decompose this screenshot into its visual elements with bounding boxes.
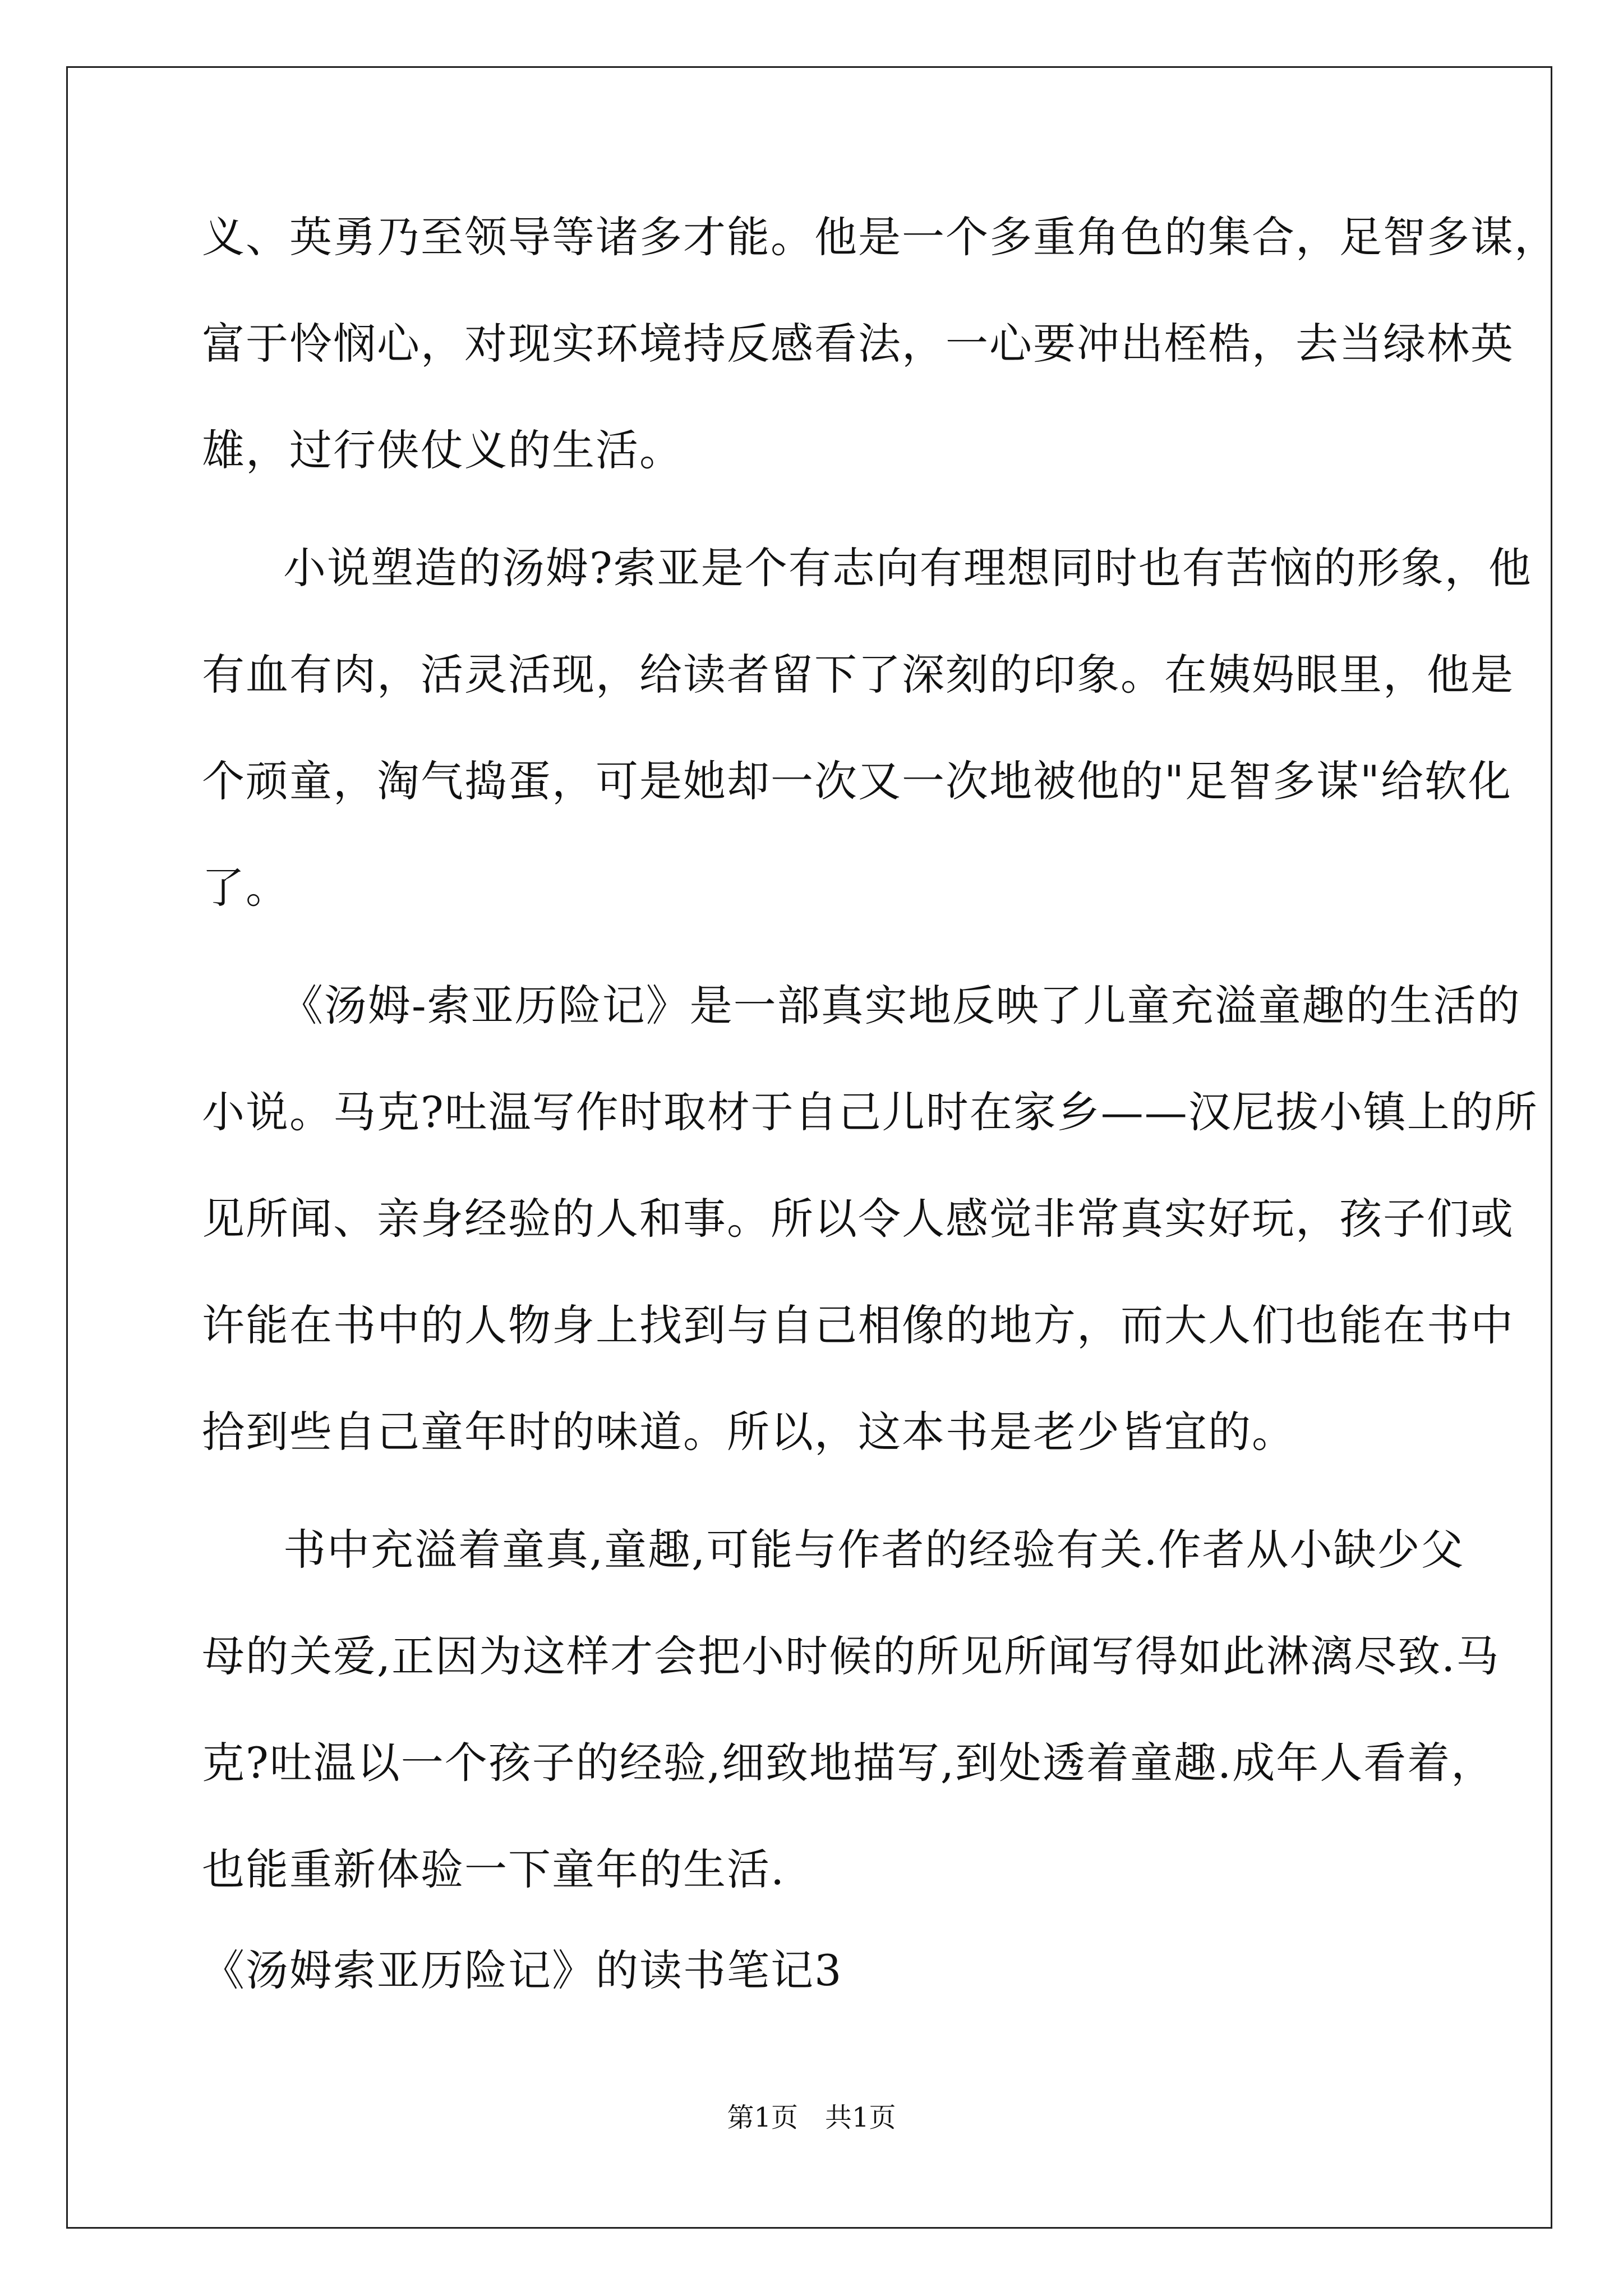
page-footer: 第1页 共1页 [727, 2102, 896, 2133]
text-line: 小说。马克?吐温写作时取材于自己儿时在家乡——汉尼拔小镇上的所 [202, 1087, 1538, 1137]
section-heading: 《汤姆索亚历险记》的读书笔记3 [202, 1945, 843, 1995]
text-line: 许能在书中的人物身上找到与自己相像的地方，而大人们也能在书中 [202, 1300, 1514, 1350]
text-line: 富于怜悯心，对现实环境持反感看法，一心要冲出桎梏，去当绿林英 [202, 319, 1514, 369]
text-line: 了。 [202, 863, 289, 913]
text-line: 义、英勇乃至领导等诸多才能。他是一个多重角色的集合，足智多谋， [202, 212, 1558, 262]
text-line: 也能重新体验一下童年的生活. [202, 1844, 786, 1894]
text-line: 雄，过行侠仗义的生活。 [202, 425, 683, 475]
text-line: 个顽童，淘气捣蛋，可是她却一次又一次地被他的"足智多谋"给软化 [202, 756, 1512, 806]
paragraph-start-line: 书中充溢着童真,童趣,可能与作者的经验有关.作者从小缺少父 [283, 1525, 1465, 1575]
text-line: 有血有肉，活灵活现，给读者留下了深刻的印象。在姨妈眼里，他是 [202, 650, 1514, 700]
paragraph-start-line: 小说塑造的汤姆?索亚是个有志向有理想同时也有苦恼的形象，他 [283, 543, 1532, 593]
text-line: 母的关爱,正因为这样才会把小时候的所见所闻写得如此淋漓尽致.马 [202, 1631, 1500, 1681]
paragraph-start-line: 《汤姆-索亚历险记》是一部真实地反映了儿童充溢童趣的生活的 [280, 981, 1521, 1030]
text-line: 见所闻、亲身经验的人和事。所以令人感觉非常真实好玩，孩子们或 [202, 1194, 1514, 1244]
text-line: 拾到些自己童年时的味道。所以，这本书是老少皆宜的。 [202, 1407, 1295, 1457]
page-border [66, 66, 1552, 2229]
text-line: 克?吐温以一个孩子的经验,细致地描写,到处透着童趣.成年人看着， [202, 1738, 1495, 1788]
